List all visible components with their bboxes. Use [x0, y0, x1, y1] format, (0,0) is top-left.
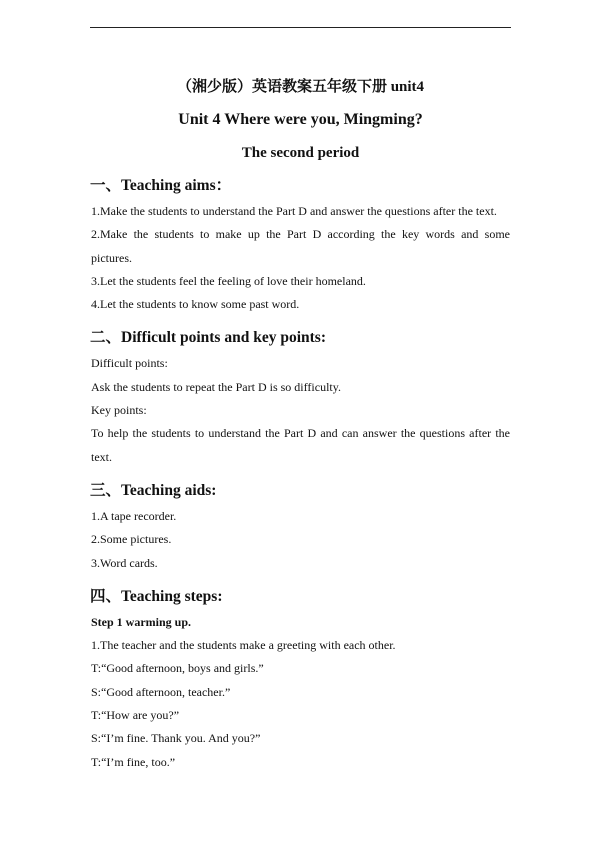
dialogue-line: T:“Good afternoon, boys and girls.” — [91, 661, 264, 676]
key-points-label: Key points: — [91, 403, 147, 418]
step-title: Step 1 warming up. — [91, 614, 192, 629]
aim-item: 4.Let the students to know some past word. — [91, 297, 300, 312]
aid-item: 3.Word cards. — [91, 555, 158, 570]
period-title: The second period — [241, 145, 360, 161]
aim-item: 1.Make the students to understand the Part D and answer the questions after the text. — [91, 204, 497, 218]
step-line: 1.The teacher and the students make a greeting with each other. — [91, 638, 396, 653]
document-title: （湘少版）英语教案五年级下册 unit4 — [176, 79, 425, 95]
section-heading-steps: 四、Teaching steps: — [90, 587, 223, 605]
dialogue-line: T:“How are you?” — [91, 708, 180, 723]
difficult-points-label: Difficult points: — [91, 356, 168, 371]
dialogue-line: T:“I’m fine, too.” — [91, 754, 176, 769]
document-page — [91, 76, 510, 774]
dialogue-line: S:“I’m fine. Thank you. And you?” — [91, 731, 261, 746]
difficult-points-text: Ask the students to repeat the Part D is so difficulty. — [91, 379, 341, 394]
aim-item: 2.Make the students to make up the Part D according the key words and some — [91, 227, 510, 242]
unit-title: Unit 4 Where were you, Mingming? — [178, 111, 423, 128]
aid-item: 1.A tape recorder. — [91, 508, 177, 523]
section-heading-aims: 一、Teaching aims： — [90, 177, 232, 194]
section-heading-aids: 三、Teaching aids: — [90, 481, 217, 499]
aim-item-continued: pictures. — [91, 250, 132, 265]
section-heading-points: 二、Difficult points and key points: — [90, 329, 326, 347]
key-points-text-continued: text. — [91, 449, 112, 464]
aim-item: 3.Let the students feel the feeling of love their homeland. — [91, 273, 366, 288]
key-points-text: To help the students to understand the Part D and can answer the questions after the — [91, 426, 510, 441]
aid-item: 2.Some pictures. — [91, 532, 172, 547]
header-rule — [90, 27, 511, 28]
dialogue-line: S:“Good afternoon, teacher.” — [91, 684, 231, 699]
